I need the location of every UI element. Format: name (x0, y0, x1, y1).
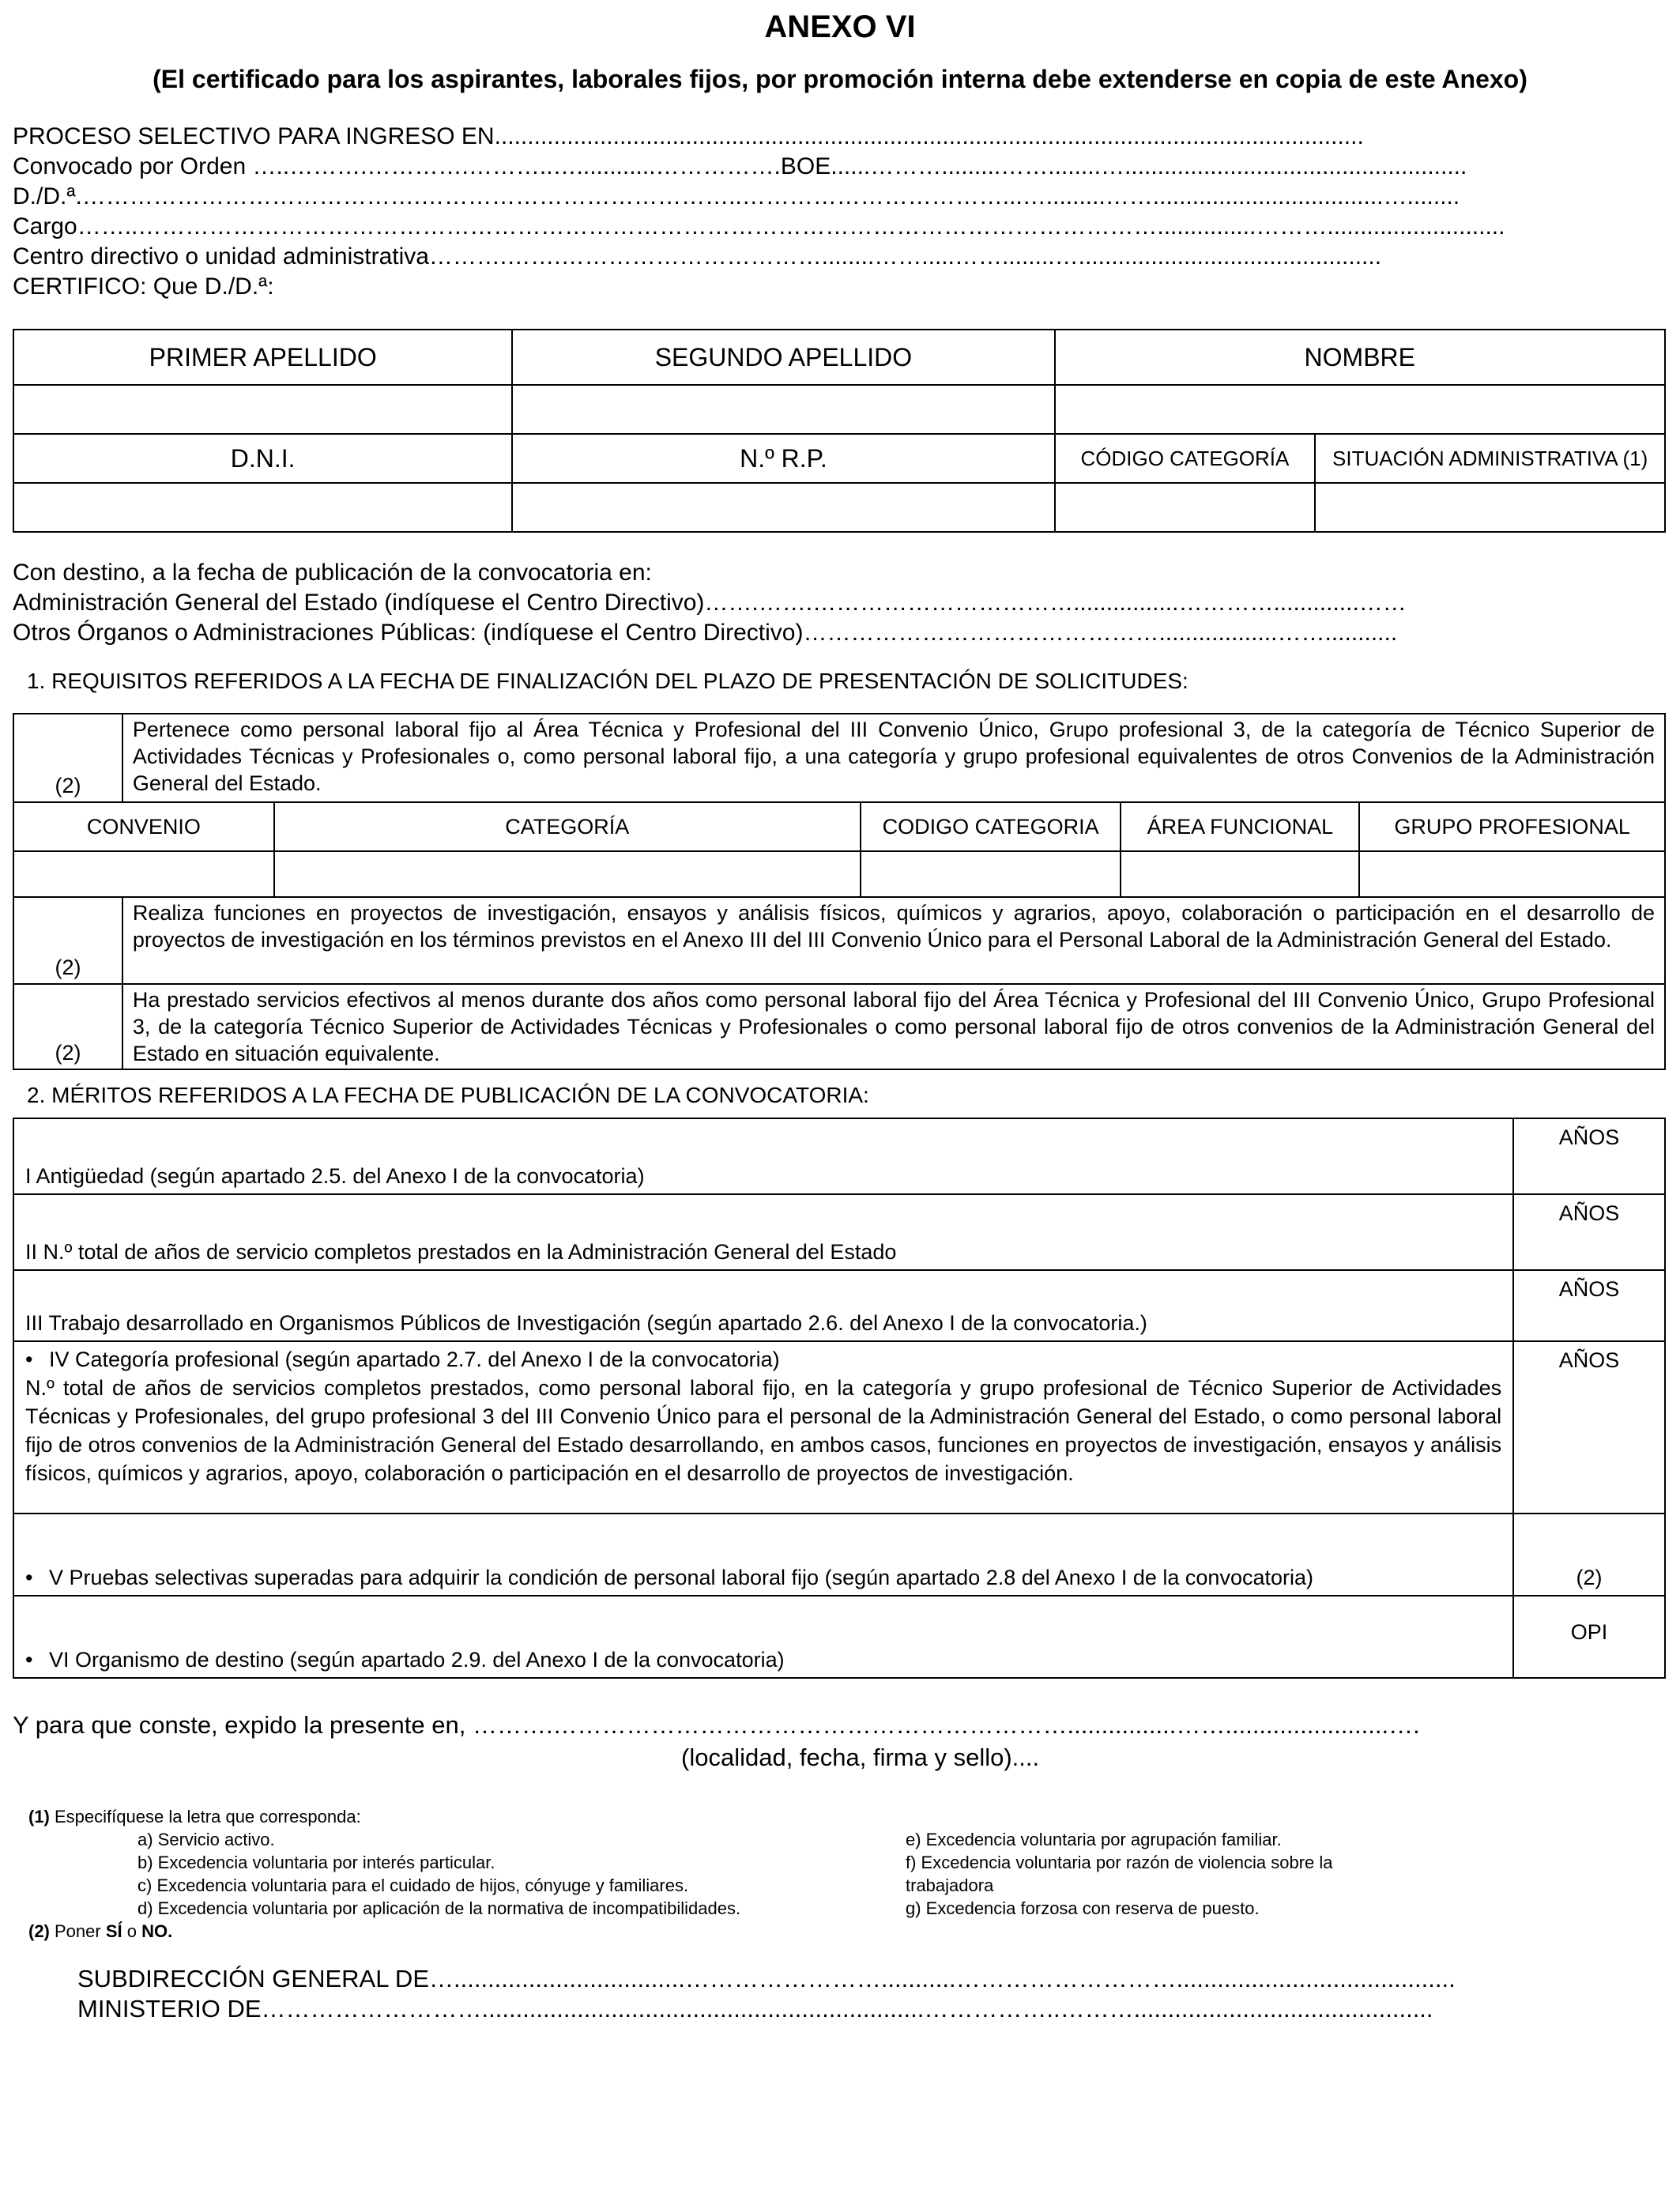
requisito-2-text: Realiza funciones en proyectos de investigación, ensayos y análisis físicos, químicos y agrarios, apoyo, colaboración o participación en el desarrollo de proyectos de investigación en los términos previstos en el Anexo III del III Convenio Único para el Personal Laboral de la Administración General del Estado. (122, 897, 1665, 984)
merito-categoria-detail: N.º total de años de servicios completos prestados, como personal laboral fijo, en la categoría y grupo profesional de Técnico Superior de Actividades Técnicas y Profesionales, del grupo profesional 3 del III Convenio Único para el personal de la Administración General del Estado, o como personal laboral fijo de otros convenios de la Administración General del Estado desarrollando, en ambos casos, funciones en proyectos de investigación, ensayos y análisis físicos, químicos y agrarios, apoyo, colaboración o participación en el desarrollo de proyectos de investigación. (25, 1376, 1502, 1485)
merito-pruebas-label: V Pruebas selectivas superadas para adquirir la condición de personal laboral fijo (según apartado 2.8 del Anexo I de la convocatoria) (49, 1566, 1313, 1589)
merito-pruebas-cell (13, 1514, 1513, 1596)
merito-categoria-label: IV Categoría profesional (según apartado 2.7. del Anexo I de la convocatoria) (49, 1348, 780, 1371)
note-1-item-f-cont: trabajadora (906, 1875, 994, 1895)
segundo-apellido-field[interactable] (512, 385, 1054, 434)
page-subtitle: (El certificado para los aspirantes, laborales fijos, por promoción interna debe extenderse en copia de este Anexo) (153, 65, 1527, 93)
meritos-table (13, 1118, 1666, 1679)
note-1-item-f: f) Excedencia voluntaria por razón de violencia sobre la (906, 1853, 1333, 1872)
requisito-1-text: Pertenece como personal laboral fijo al Área Técnica y Profesional del III Convenio Único, Grupo profesional 3, de la categoría de Técnico Superior de Actividades Técnicas y Profesionales o, como personal laboral fijo, a una categoría y grupo profesional equivalentes de otros Convenios de la Administración General del Estado. (122, 714, 1665, 802)
note-1-label: (1) (28, 1807, 50, 1826)
merito-organismo-cell (13, 1596, 1513, 1678)
merito-antiguedad-label: I Antigüedad (según apartado 2.5. del Anexo I de la convocatoria) (13, 1118, 1513, 1194)
merito-antiguedad-value: AÑOS (1513, 1118, 1665, 1194)
requisito-1-marker: (2) (13, 714, 122, 802)
merito-organismo-value: OPI (1513, 1596, 1665, 1678)
grupo-profesional-field[interactable] (1359, 851, 1665, 897)
note-1-item-d: d) Excedencia voluntaria por aplicación de la normativa de incompatibilidades. (137, 1898, 741, 1918)
destino-intro: Con destino, a la fecha de publicación de la convocatoria en: (13, 560, 652, 586)
dni-field[interactable] (13, 483, 512, 532)
certifico-line: CERTIFICO: Que D./D.ª: (13, 273, 274, 300)
merito-servicio-age-value: AÑOS (1513, 1194, 1665, 1270)
merito-opi-label: III Trabajo desarrollado en Organismos Públicos de Investigación (según apartado 2.6. del Anexo I de la convocatoria.) (13, 1270, 1513, 1341)
requisito-3-marker: (2) (13, 984, 122, 1069)
note-2-no: NO. (141, 1921, 173, 1941)
header-segundo-apellido: SEGUNDO APELLIDO (512, 330, 1054, 385)
codigo-categoria-field[interactable] (1055, 483, 1316, 532)
note-1-item-g: g) Excedencia forzosa con reserva de puesto. (906, 1898, 1260, 1918)
codigo-categoria-req-field[interactable] (861, 851, 1121, 897)
merito-servicio-age-label: II N.º total de años de servicio completos prestados en la Administración General del Estado (13, 1194, 1513, 1270)
note-1-item-e: e) Excedencia voluntaria por agrupación familiar. (906, 1830, 1282, 1849)
header-codigo-categoria-req: CODIGO CATEGORIA (861, 802, 1121, 851)
merito-categoria-cell (13, 1341, 1513, 1514)
header-categoria: CATEGORÍA (274, 802, 861, 851)
note-2-si: SÍ (105, 1921, 122, 1941)
subdireccion-line: SUBDIRECCIÓN GENERAL DE…..................................……………………...........………………………......................................... (77, 1965, 1456, 1992)
requisito-3-text: Ha prestado servicios efectivos al menos durante dos años como personal laboral fijo del Área Técnica y Profesional del III Convenio Único, Grupo Profesional 3, de la categoría Técnico Superior de Actividades Técnicas y Profesionales o como personal laboral fijo de otros convenios de la Administración General del Estado en situación equivalente. (122, 984, 1665, 1069)
requisito-2-marker: (2) (13, 897, 122, 984)
meritos-heading: 2. MÉRITOS REFERIDOS A LA FECHA DE PUBLICACIÓN DE LA CONVOCATORIA: (27, 1083, 869, 1107)
header-grupo-profesional: GRUPO PROFESIONAL (1359, 802, 1665, 851)
dd-line: D./D.ª.…………………………………….…………………………………..……………………………...….........……...................................…........ (13, 183, 1460, 209)
merito-opi-value: AÑOS (1513, 1270, 1665, 1341)
merito-pruebas-value: (2) (1513, 1514, 1665, 1596)
note-1-item-b: b) Excedencia voluntaria por interés particular. (137, 1853, 495, 1872)
ministerio-line: MINISTERIO DE……………………….................................................................……………..………............................................ (77, 1995, 1433, 2022)
bullet-icon: • (25, 1348, 33, 1371)
header-dni: D.N.I. (13, 434, 512, 483)
header-convenio: CONVENIO (13, 802, 274, 851)
primer-apellido-field[interactable] (13, 385, 512, 434)
bullet-icon: • (25, 1648, 33, 1672)
cargo-line: Cargo……..…………………………………………………………………………………………………………………...............………........................... (13, 213, 1505, 239)
merito-organismo-label: VI Organismo de destino (según apartado 2.9. del Anexo I de la convocatoria) (49, 1648, 785, 1672)
area-funcional-field[interactable] (1121, 851, 1359, 897)
proceso-selectivo-line: PROCESO SELECTIVO PARA INGRESO EN.................................................................................................................................... (13, 123, 1364, 149)
header-primer-apellido: PRIMER APELLIDO (13, 330, 512, 385)
closing-localidad: (localidad, fecha, firma y sello).... (681, 1744, 1040, 1771)
note-1-item-a: a) Servicio activo. (137, 1830, 275, 1849)
categoria-field[interactable] (274, 851, 861, 897)
header-nrp: N.º R.P. (512, 434, 1054, 483)
note-2-label: (2) (28, 1921, 50, 1941)
person-table (13, 329, 1666, 533)
merito-categoria-value: AÑOS (1513, 1341, 1665, 1514)
convenio-field[interactable] (13, 851, 274, 897)
page-title: ANEXO VI (764, 9, 916, 44)
destino-otros-line: Otros Órganos o Administraciones Públicas: (indíquese el Centro Directivo)………………………………………..................……........... (13, 620, 1398, 646)
convocado-line: Convocado por Orden …..……….………….………..…............…………….BOE......……….........……........….................................................... (13, 153, 1467, 179)
header-codigo-categoria: CÓDIGO CATEGORÍA (1055, 434, 1316, 483)
note-1-item-c: c) Excedencia voluntaria para el cuidado de hijos, cónyuge y familiares. (137, 1875, 689, 1895)
requisitos-heading: 1. REQUISITOS REFERIDOS A LA FECHA DE FINALIZACIÓN DEL PLAZO DE PRESENTACIÓN DE SOLICITUDES: (27, 669, 1188, 693)
note-2-text-b: o (122, 1921, 142, 1941)
header-situacion-administrativa: SITUACIÓN ADMINISTRATIVA (1) (1315, 434, 1665, 483)
destino-age-line: Administración General del Estado (indíquese el Centro Directivo)…….…….……………………………................………….............…… (13, 590, 1407, 616)
bullet-icon: • (25, 1566, 33, 1589)
header-nombre: NOMBRE (1055, 330, 1665, 385)
closing-line: Y para que conste, expido la presente en, ……….………………………………………………………................……........................…. (13, 1711, 1420, 1739)
note-1 (28, 1805, 361, 1828)
note-2 (28, 1920, 172, 1943)
situacion-administrativa-field[interactable] (1315, 483, 1665, 532)
requisitos-table (13, 713, 1666, 1070)
note-2-text-a: Poner (49, 1921, 106, 1941)
nombre-field[interactable] (1055, 385, 1665, 434)
nrp-field[interactable] (512, 483, 1054, 532)
header-area-funcional: ÁREA FUNCIONAL (1121, 802, 1359, 851)
note-1-text: Especifíquese la letra que corresponda: (49, 1807, 361, 1826)
centro-directivo-line: Centro directivo o unidad administrativa……….…….……………………………........…….....……........….............................................. (13, 243, 1382, 270)
